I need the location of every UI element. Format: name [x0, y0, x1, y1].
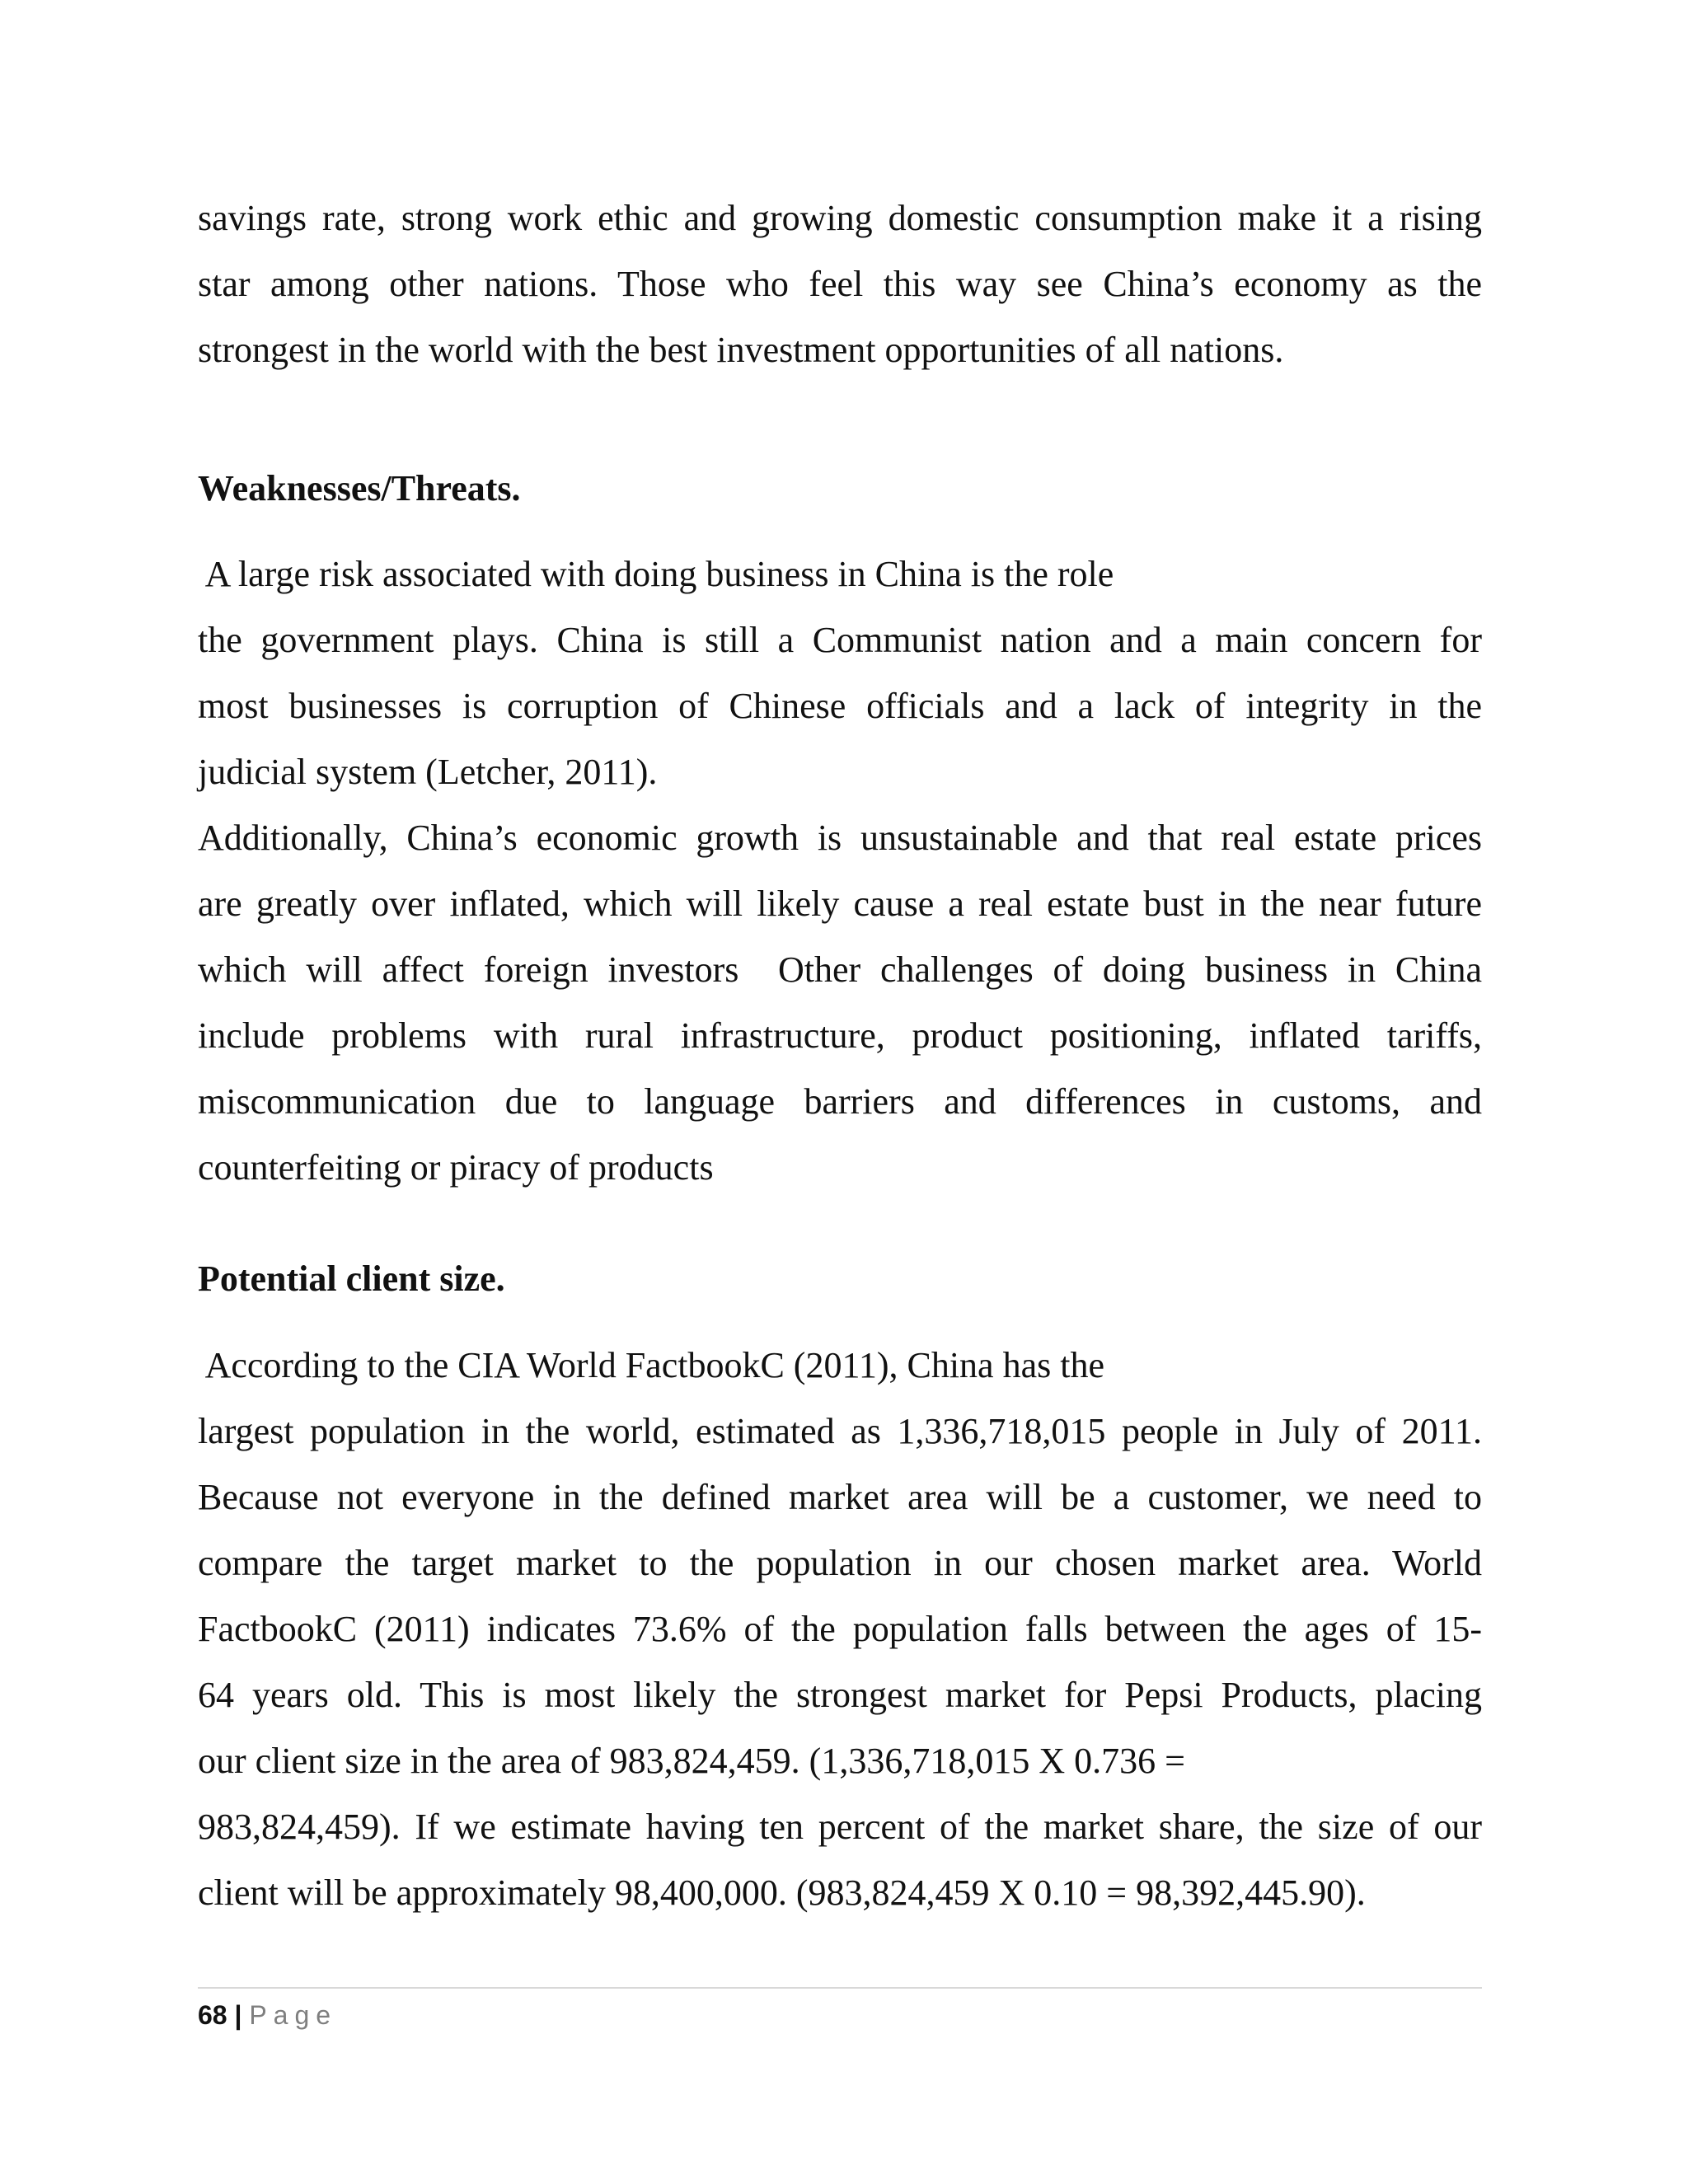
- intro-line-2: star among other nations. Those who feel this way see China’s economy as the: [198, 264, 1482, 304]
- client-size-heading: Potential client size.: [198, 1258, 505, 1299]
- client-size-line-2: largest population in the world, estimated as 1,336,718,015 people in July of 2011.: [198, 1411, 1482, 1451]
- weaknesses-heading: Weaknesses/Threats.: [198, 468, 521, 509]
- weaknesses-line-2: the government plays. China is still a Communist nation and a main concern for: [198, 620, 1482, 660]
- weaknesses-line-6: are greatly over inflated, which will likely cause a real estate bust in the near future: [198, 883, 1482, 924]
- weaknesses-line-1: A large risk associated with doing business in China is the role: [198, 554, 1114, 594]
- weaknesses-line-4: judicial system (Letcher, 2011).: [198, 752, 658, 792]
- client-size-line-5: FactbookC (2011) indicates 73.6% of the population falls between the ages of 15-: [198, 1609, 1482, 1649]
- page-label: Page: [249, 2000, 338, 2030]
- client-size-line-3: Because not everyone in the defined market area will be a customer, we need to: [198, 1477, 1482, 1517]
- weaknesses-line-3: most businesses is corruption of Chinese officials and a lack of integrity in the: [198, 686, 1482, 726]
- intro-line-1: savings rate, strong work ethic and growing domestic consumption make it a rising: [198, 198, 1482, 238]
- intro-line-3: strongest in the world with the best investment opportunities of all nations.: [198, 330, 1284, 370]
- weaknesses-line-8: include problems with rural infrastructure, product positioning, inflated tariffs,: [198, 1015, 1482, 1056]
- client-size-line-1: According to the CIA World FactbookC (2011), China has the: [198, 1345, 1104, 1385]
- weaknesses-line-9: miscommunication due to language barriers and differences in customs, and: [198, 1081, 1482, 1122]
- weaknesses-line-10: counterfeiting or piracy of products: [198, 1147, 714, 1188]
- client-size-line-7: our client size in the area of 983,824,459. (1,336,718,015 X 0.736 =: [198, 1741, 1185, 1781]
- page-number: 68: [198, 2000, 227, 2030]
- client-size-line-9: client will be approximately 98,400,000. (983,824,459 X 0.10 = 98,392,445.90).: [198, 1872, 1366, 1913]
- footer-separator: |: [234, 2000, 242, 2030]
- weaknesses-line-5: Additionally, China’s economic growth is unsustainable and that real estate prices: [198, 818, 1482, 858]
- client-size-line-8: 983,824,459). If we estimate having ten percent of the market share, the size of our: [198, 1807, 1482, 1847]
- weaknesses-line-7: which will affect foreign investors Other challenges of doing business in China: [198, 949, 1482, 990]
- page-footer: [198, 1994, 337, 2036]
- client-size-line-4: compare the target market to the population in our chosen market area. World: [198, 1543, 1482, 1583]
- client-size-line-6: 64 years old. This is most likely the strongest market for Pepsi Products, placing: [198, 1675, 1482, 1715]
- footer-divider: [198, 1987, 1482, 1989]
